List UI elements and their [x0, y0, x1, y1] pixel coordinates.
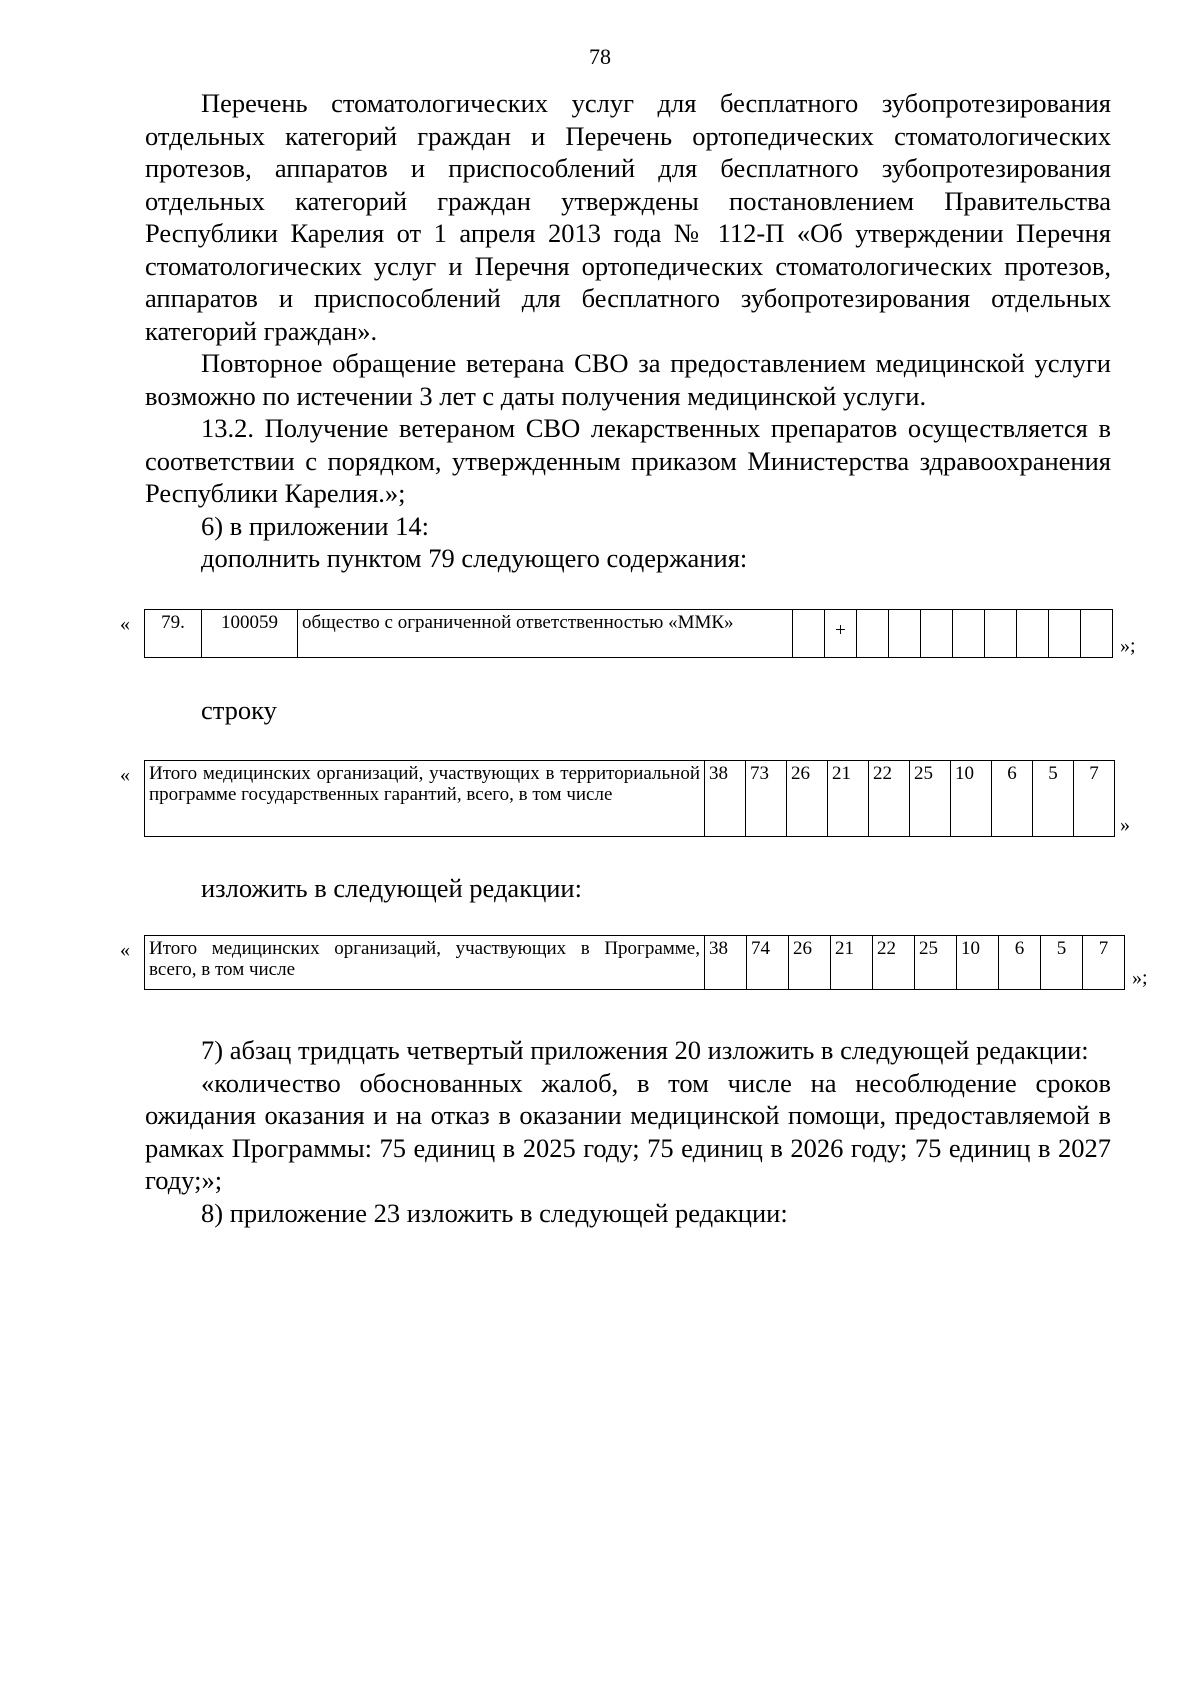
word-stroku-block [145, 694, 1111, 727]
table3-open-quote: « [120, 939, 130, 961]
paragraph-item-6: 6) в приложении 14: [201, 510, 430, 541]
table2 [144, 760, 1115, 837]
table1-row [145, 610, 1113, 658]
table1-code: 100059 [202, 610, 298, 658]
table1-mark [1049, 610, 1081, 658]
table3 [144, 935, 1125, 990]
table2-value: 25 [910, 761, 951, 837]
table3-value: 26 [789, 936, 831, 990]
table2-value: 73 [746, 761, 787, 837]
table1-org-name: общество с ограниченной ответственностью «ММК» [298, 610, 793, 658]
table2-value: 10 [951, 761, 992, 837]
paragraph-item-8: 8) приложение 23 изложить в следующей редакции: [201, 1197, 788, 1228]
paragraph-add-point-79: дополнить пунктом 79 следующего содержания: [201, 543, 748, 573]
body-top [145, 87, 1111, 575]
table2-value: 38 [705, 761, 746, 837]
table3-label: Итого медицинских организаций, участвующих в Программе, всего, в том числе [145, 936, 705, 990]
paragraph-complaints: «количество обоснованных жалоб, в том числе на несоблюдение сроков ожидания оказания и на отказ в оказании медицинской помощи, предоставляемой в рамках Программы: 75 единиц в 2025 году; 75 единиц в 2026 году; 75 единиц в 2027 году;»; [145, 1067, 1111, 1195]
table1-mark [1017, 610, 1049, 658]
table2-open-quote: « [120, 764, 130, 786]
table3-value: 22 [873, 936, 915, 990]
table1-open-quote: « [120, 613, 130, 635]
table1-mark [1081, 610, 1113, 658]
table1-mark [889, 610, 921, 658]
body-bottom [145, 1034, 1111, 1229]
table3-value: 5 [1041, 936, 1083, 990]
paragraph-repeat-request: Повторное обращение ветерана СВО за предоставлением медицинской услуги возможно по истечении 3 лет с даты получения медицинской услуги. [145, 348, 1111, 411]
table2-value: 7 [1074, 761, 1115, 837]
table3-value: 6 [999, 936, 1041, 990]
table2-close-quote: » [1120, 814, 1130, 836]
table1-mark [953, 610, 985, 658]
table2-value: 5 [1033, 761, 1074, 837]
table3-value: 10 [957, 936, 999, 990]
table3-value: 74 [747, 936, 789, 990]
word-izlozhit-block [145, 872, 1111, 905]
table2-row [145, 761, 1115, 837]
table3-value: 21 [831, 936, 873, 990]
table3-row [145, 936, 1125, 990]
paragraph-stroku: строку [201, 695, 277, 725]
table2-value: 6 [992, 761, 1033, 837]
paragraph-13-2: 13.2. Получение ветераном СВО лекарственных препаратов осуществляется в соответствии с порядком, утвержденным приказом Министерства здравоохранения Республики Карелия.»; [145, 413, 1111, 508]
table1-mark [793, 610, 825, 658]
table3-close-quote: »; [1132, 967, 1148, 989]
table1-mark [857, 610, 889, 658]
table1 [144, 609, 1113, 658]
table1-mark: + [825, 610, 857, 658]
table1-mark [985, 610, 1017, 658]
table3-value: 25 [915, 936, 957, 990]
paragraph-item-7: 7) абзац тридцать четвертый приложения 20 изложить в следующей редакции: [201, 1035, 1089, 1065]
page-number: 78 [589, 44, 611, 69]
table2-value: 21 [828, 761, 869, 837]
table2-value: 26 [787, 761, 828, 837]
table2-label: Итого медицинских организаций, участвующих в территориальной программе государственных гарантий, всего, в том числе [145, 761, 705, 837]
paragraph-izlozhit: изложить в следующей редакции: [201, 873, 582, 903]
table3-value: 38 [705, 936, 747, 990]
table1-close-quote: »; [1120, 635, 1136, 657]
table1-num: 79. [145, 610, 202, 658]
paragraph-dental-list: Перечень стоматологических услуг для бесплатного зубопротезирования отдельных категорий граждан и Перечень ортопедических стоматологических протезов, аппаратов и приспособлений для бесплатного зубопротезирования отдельных категорий граждан утверждены постановлением Правительства Республики Карелия от 1 апреля 2013 года № 112-П «Об утверждении Перечня стоматологических услуг и Перечня ортопедических стоматологических протезов, аппаратов и приспособлений для бесплатного зубопротезирования отдельных категорий граждан». [145, 88, 1111, 346]
table3-value: 7 [1083, 936, 1125, 990]
table2-value: 22 [869, 761, 910, 837]
table1-mark [921, 610, 953, 658]
